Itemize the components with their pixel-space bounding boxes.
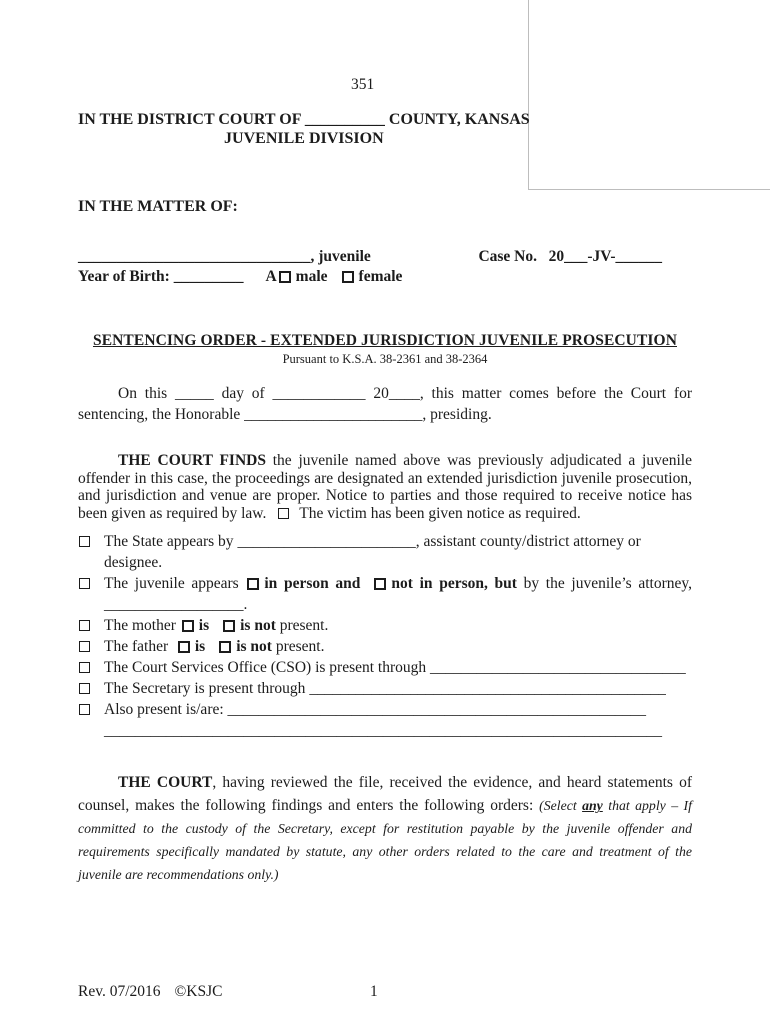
male-label: male — [295, 268, 328, 285]
page-footer — [78, 982, 692, 1001]
revision-label: Rev. 07/2016 — [78, 983, 161, 1000]
father-checkbox[interactable] — [79, 641, 90, 652]
form-number: 351 — [351, 76, 375, 93]
secretary-checkbox[interactable] — [79, 683, 90, 694]
also-present-prefix: Also present is/are: — [104, 701, 228, 719]
division-line: JUVENILE DIVISION — [224, 130, 384, 147]
female-checkbox[interactable] — [342, 271, 354, 283]
court-orders-body: , having reviewed the file, received the evidence, and heard statements of counsel, makes the following findings and enters the following orders: — [78, 774, 693, 815]
mother-is-not-label: is not — [240, 617, 276, 635]
in-the-matter-of-label: IN THE MATTER OF: — [78, 198, 238, 215]
cso-presence-item — [78, 657, 692, 678]
juvenile-name-suffix: , juvenile — [310, 248, 371, 265]
juvenile-name-blank[interactable]: ______________________________ — [78, 248, 311, 265]
state-attorney-blank[interactable]: _______________________ — [237, 533, 416, 551]
also-present-blank[interactable]: ______________________________________________________ — [227, 701, 647, 719]
juvenile-appearance-item — [78, 573, 692, 615]
state-appearance-item — [78, 531, 692, 573]
juvenile-attorney-blank[interactable]: __________________. — [104, 596, 248, 614]
juvenile-appears-prefix: The juvenile appears — [104, 575, 246, 593]
copyright-label: ©KSJC — [174, 983, 223, 1000]
year-of-birth-row — [78, 267, 692, 287]
victim-notice-checkbox[interactable] — [278, 508, 289, 519]
cso-checkbox[interactable] — [79, 662, 90, 673]
juvenile-name-line — [78, 247, 371, 267]
page-content — [0, 76, 770, 1000]
select-note-rest: that apply – If committed to the custody of the Secretary, except for restitution payable by the juvenile offender and requirements specifically mandated by statute, any other orders related to the care and treatment of the juvenile are recommendations only. — [78, 798, 692, 883]
mother-presence-item — [78, 615, 692, 636]
caption-row — [78, 247, 692, 267]
document-title-text: SENTENCING ORDER - EXTENDED JURISDICTION JUVENILE PROSECUTION — [92, 332, 677, 349]
court-finds-lead: THE COURT FINDS — [118, 452, 266, 469]
opening-paragraph: On this _____ day of ____________ 20____, this matter comes before the Court for sentencing, the Honorable _______________________, presiding. — [78, 385, 692, 423]
juvenile-appears-checkbox[interactable] — [79, 578, 90, 589]
mother-suffix: present. — [275, 617, 329, 635]
case-number-field[interactable]: Case No. 20___-JV-______ — [478, 248, 662, 265]
mother-is-checkbox[interactable] — [182, 620, 194, 632]
court-finds-paragraph — [78, 452, 692, 522]
also-present-continuation-blank[interactable]: ________________________________________________________________________ — [104, 722, 662, 740]
father-is-not-label: is not — [236, 638, 272, 656]
cso-blank[interactable]: _________________________________ — [430, 659, 686, 677]
also-present-item — [78, 699, 692, 720]
sex-selection — [265, 268, 402, 285]
father-presence-item — [78, 636, 692, 657]
in-person-checkbox[interactable] — [247, 578, 259, 590]
state-appears-checkbox[interactable] — [79, 536, 90, 547]
year-of-birth-field[interactable]: Year of Birth: _________ — [78, 268, 244, 285]
also-present-checkbox[interactable] — [79, 704, 90, 715]
state-appears-prefix: The State appears by — [104, 533, 238, 551]
mother-is-not-checkbox[interactable] — [223, 620, 235, 632]
secretary-presence-item — [78, 678, 692, 699]
secretary-blank[interactable]: ______________________________________________ — [309, 680, 666, 698]
court-orders-paragraph — [78, 771, 692, 886]
juvenile-appears-mid: by the juvenile’s attorney, — [516, 575, 692, 593]
appearance-checklist — [78, 531, 692, 741]
state-appears-suffix: , assistant county/district attorney or designee. — [104, 533, 641, 572]
court-name-line: IN THE DISTRICT COURT OF __________ COUNTY, KANSAS — [78, 111, 530, 128]
sex-prefix: A — [265, 268, 277, 285]
father-prefix: The father — [104, 638, 176, 656]
cso-prefix: The Court Services Office (CSO) is present through — [104, 659, 431, 677]
male-checkbox[interactable] — [279, 271, 291, 283]
in-person-label: in person and — [264, 575, 361, 593]
not-in-person-label: not in person, but — [391, 575, 517, 593]
mother-prefix: The mother — [104, 617, 180, 635]
father-is-checkbox[interactable] — [178, 641, 190, 653]
select-note-open: (Select — [539, 798, 583, 814]
select-note-close: ) — [273, 867, 279, 883]
female-label: female — [358, 268, 403, 285]
mother-checkbox[interactable] — [79, 620, 90, 631]
page-number: 1 — [370, 983, 378, 1000]
secretary-prefix: The Secretary is present through — [104, 680, 310, 698]
document-title — [78, 332, 692, 350]
father-is-not-checkbox[interactable] — [219, 641, 231, 653]
mother-is-label: is — [198, 617, 210, 635]
statute-reference: Pursuant to K.S.A. 38-2361 and 38-2364 — [282, 352, 488, 366]
select-note-any: any — [582, 798, 603, 814]
also-present-continuation-line — [78, 720, 692, 741]
victim-notice-text: The victim has been given notice as required. — [299, 504, 581, 522]
father-suffix: present. — [271, 638, 325, 656]
court-orders-lead: THE COURT — [118, 774, 213, 792]
not-in-person-checkbox[interactable] — [374, 578, 386, 590]
father-is-label: is — [194, 638, 206, 656]
court-finds-body: the juvenile named above was previously adjudicated a juvenile offender in this case, the proceedings are designated an extended jurisdiction juvenile prosecution, and jurisdiction and venue are proper. Notice to parties and those required to receive notice has been given as required by law. — [78, 452, 692, 522]
court-header — [78, 110, 530, 148]
